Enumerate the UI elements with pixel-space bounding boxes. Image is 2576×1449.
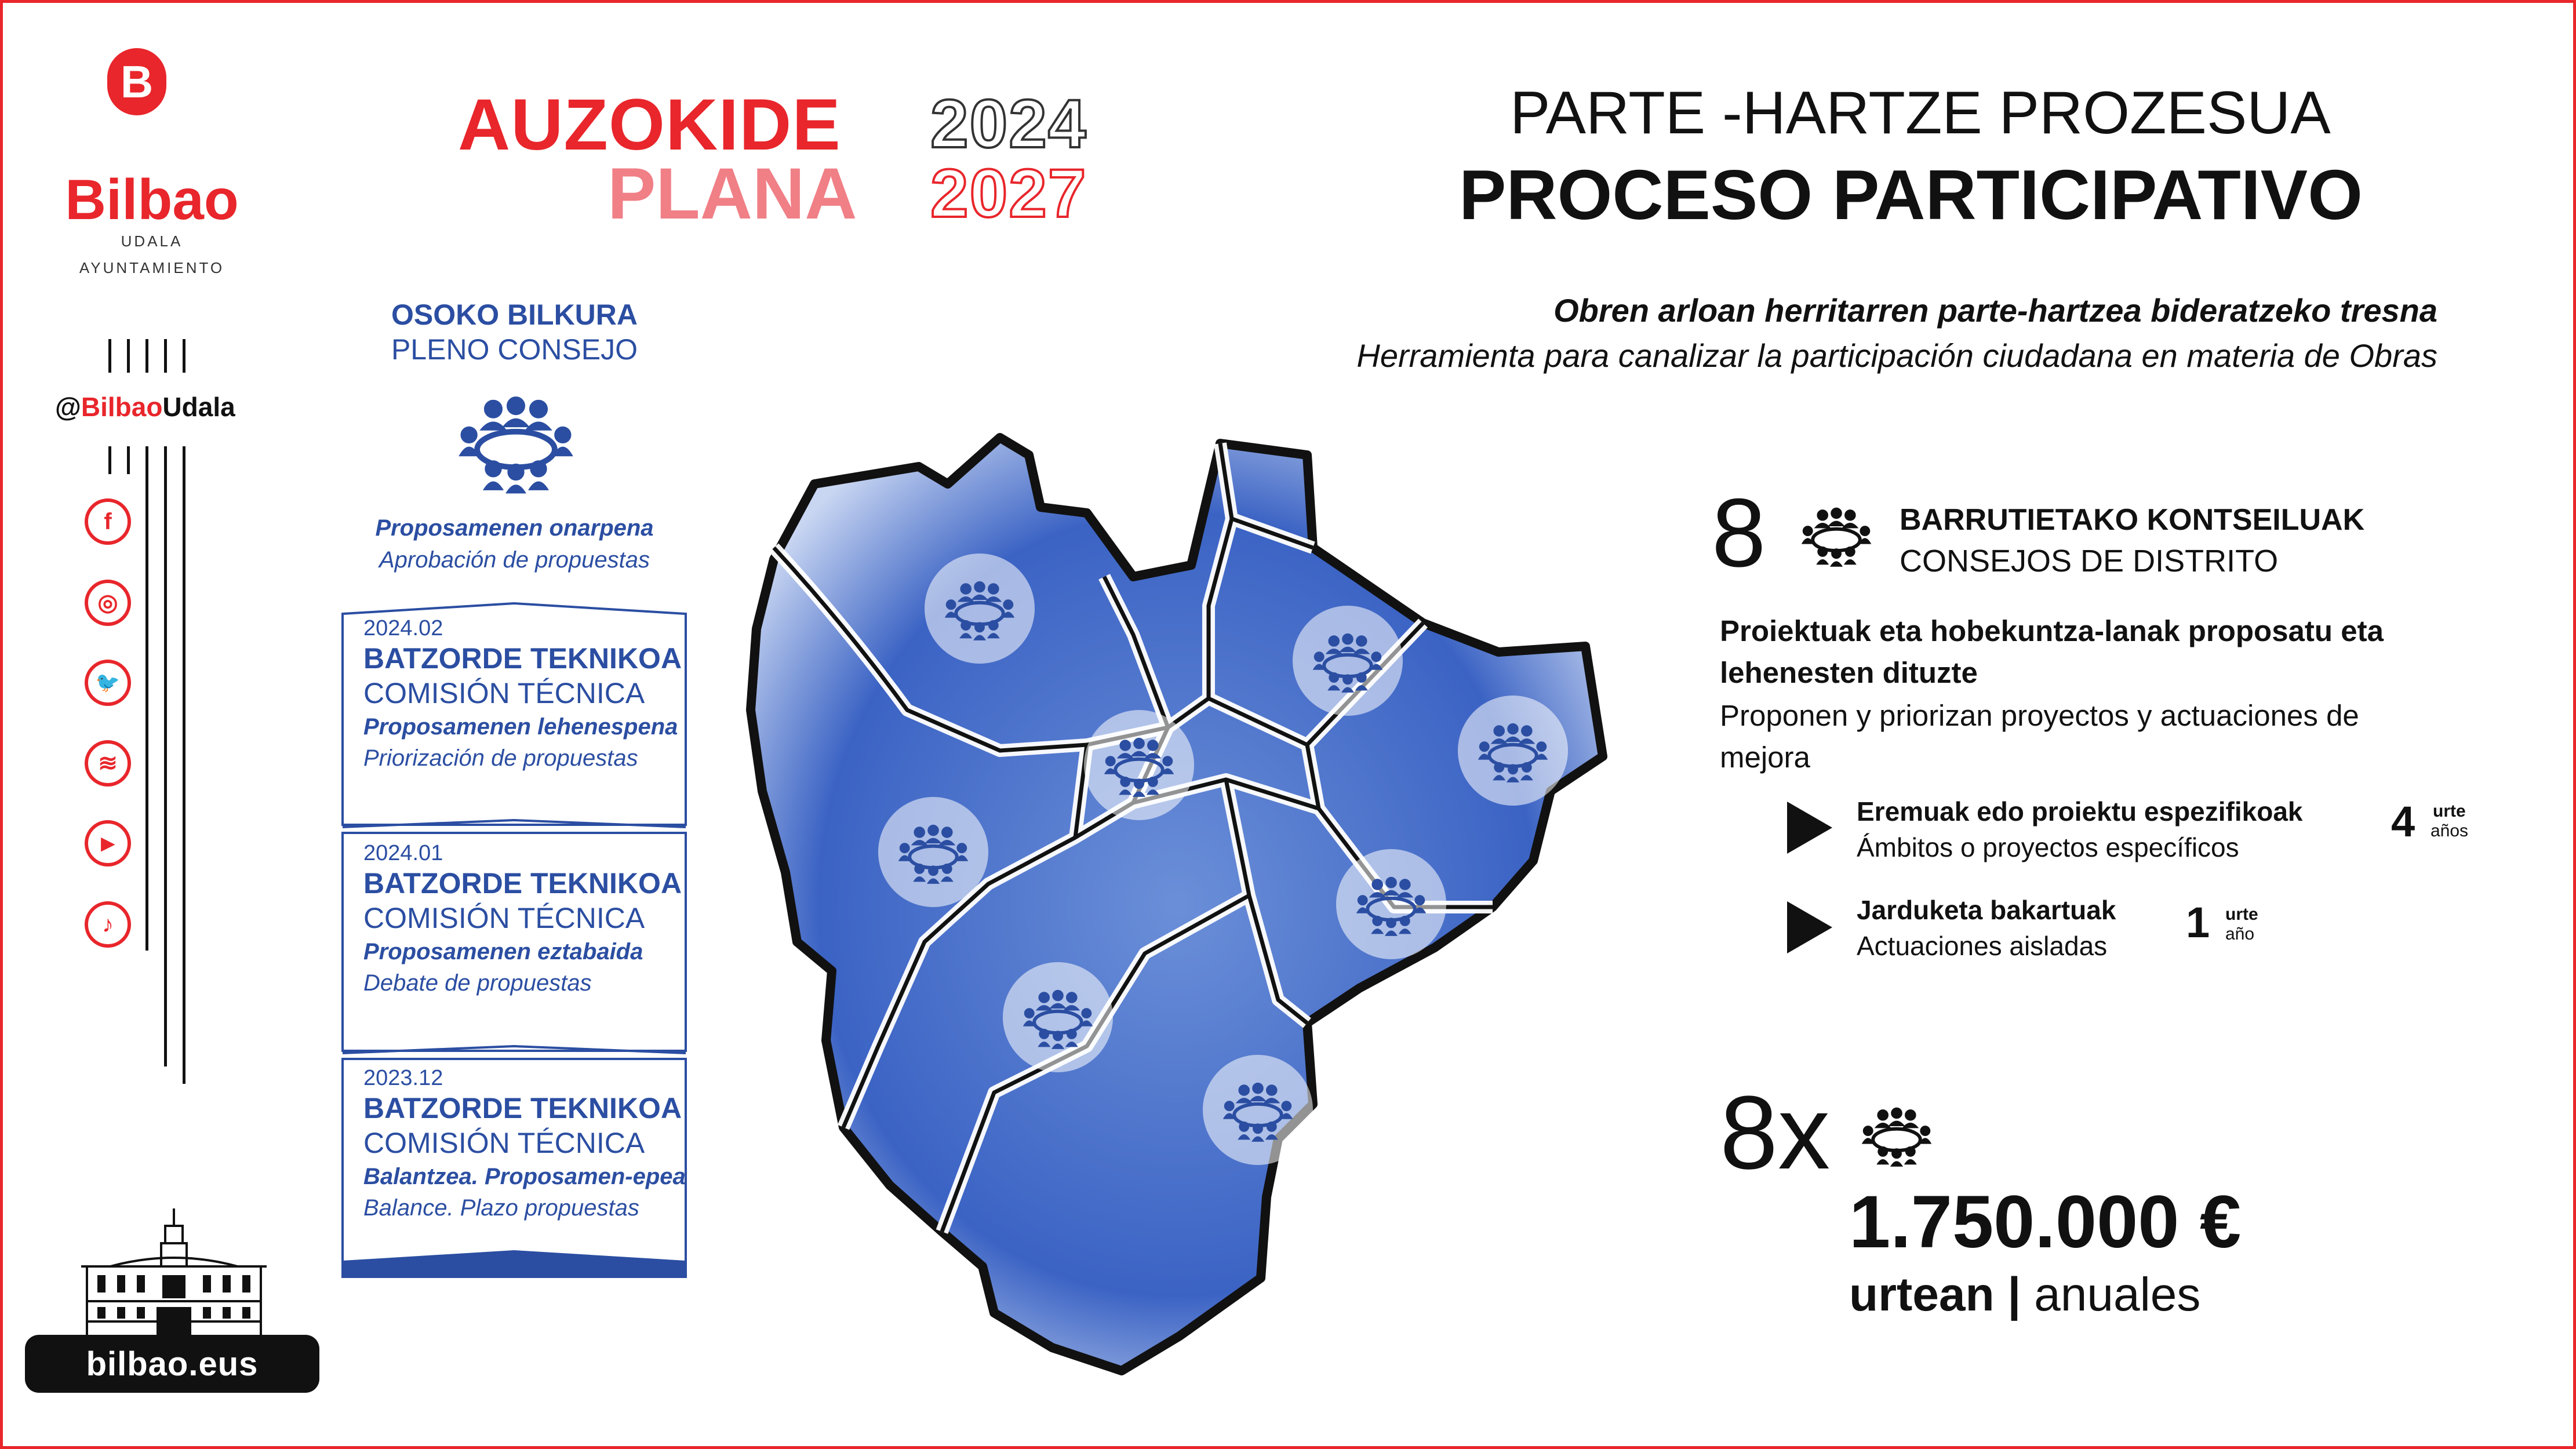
tiktok-icon[interactable]: ♪ bbox=[85, 901, 131, 948]
stage-date: 2024.02 bbox=[363, 616, 443, 640]
divider-line bbox=[127, 446, 130, 474]
plenary-title-eu: OSOKO BILKURA bbox=[391, 298, 638, 331]
spotify-icon[interactable]: ≋ bbox=[85, 740, 131, 787]
stage-desc-eu: Proposamenen lehenespena bbox=[363, 714, 678, 740]
handle-at: @ bbox=[55, 392, 81, 422]
plan-year-end: 2027 bbox=[930, 155, 1087, 232]
item-num: 4 bbox=[2391, 798, 2415, 846]
logo-name: Bilbao bbox=[65, 168, 239, 231]
plenary-desc-eu: Proposamenen onarpena bbox=[375, 515, 654, 541]
budget-sep: | bbox=[2007, 1268, 2021, 1321]
play-icon bbox=[1787, 802, 1832, 854]
stage-desc-eu: Proposamenen eztabaida bbox=[363, 939, 643, 964]
item-unit-es: año bbox=[2225, 924, 2255, 944]
logo-sub-es: AYUNTAMIENTO bbox=[79, 259, 225, 276]
divider-line bbox=[164, 339, 167, 373]
divider-line bbox=[164, 446, 167, 1066]
budget-per-es: anuales bbox=[2034, 1268, 2201, 1321]
stage-title-eu: BATZORDE TEKNIKOA bbox=[363, 1092, 682, 1124]
plan-title-line2: PLANA bbox=[607, 154, 857, 234]
meeting-icon bbox=[435, 377, 597, 510]
play-icon bbox=[1787, 901, 1832, 953]
twitter-icon[interactable]: 🐦 bbox=[85, 660, 131, 706]
divider-line bbox=[183, 339, 185, 373]
logo-sub-eu: UDALA bbox=[121, 232, 183, 250]
divider-line bbox=[127, 339, 130, 373]
meeting-icon bbox=[1787, 493, 1886, 580]
item-title: Jarduketa bakartuak bbox=[1857, 895, 2116, 925]
plenary-title-es: PLENO CONSEJO bbox=[391, 333, 638, 366]
divider-line bbox=[145, 446, 148, 951]
stage-desc-es: Balance. Plazo propuestas bbox=[363, 1195, 639, 1221]
item-unit-es: años bbox=[2431, 821, 2469, 840]
divider-line bbox=[108, 339, 111, 373]
handle-red: Bilbao bbox=[81, 392, 163, 422]
budget-multiplier: 8x bbox=[1720, 1075, 1831, 1191]
budget-period bbox=[1849, 1268, 2201, 1321]
divider-line bbox=[183, 446, 185, 1084]
stage-desc-eu: Balantzea. Proposamen-epea bbox=[363, 1164, 686, 1189]
divider-line bbox=[145, 339, 148, 373]
site-link[interactable]: bilbao.eus bbox=[25, 1335, 319, 1393]
item-title: Eremuak edo proiektu espezifikoak bbox=[1857, 796, 2303, 827]
item-subtitle: Ámbitos o proyectos específicos bbox=[1857, 832, 2239, 862]
budget-amount: 1.750.000 € bbox=[1849, 1181, 2242, 1264]
budget-per-eu: urtean bbox=[1849, 1268, 1995, 1321]
divider-line bbox=[108, 446, 111, 474]
stage-title-es: COMISIÓN TÉCNICA bbox=[363, 902, 645, 934]
subtitle-eu: Obren arloan herritarren parte-hartzea bideratzeko tresna bbox=[1553, 292, 2437, 329]
stage-date: 2024.01 bbox=[363, 841, 443, 865]
stage-title-eu: BATZORDE TEKNIKOA bbox=[363, 642, 682, 675]
stage-title-es: COMISIÓN TÉCNICA bbox=[363, 677, 645, 709]
logo-letter: B bbox=[120, 56, 154, 107]
header-title-eu: PARTE -HARTZE PROZESUA bbox=[1510, 79, 2331, 147]
plan-year-start: 2024 bbox=[930, 86, 1087, 162]
plenary-desc bbox=[339, 512, 690, 576]
plenary-desc-es: Aprobación de propuestas bbox=[379, 547, 650, 573]
instagram-icon[interactable]: ◎ bbox=[85, 580, 131, 626]
stage-date: 2023.12 bbox=[363, 1066, 443, 1090]
meeting-icon bbox=[1847, 1093, 1946, 1179]
stage-title-es: COMISIÓN TÉCNICA bbox=[363, 1127, 645, 1159]
plan-title bbox=[458, 85, 857, 234]
councils-count: 8 bbox=[1712, 478, 1766, 587]
stage-desc-es: Debate de propuestas bbox=[363, 970, 592, 996]
handle-black: Udala bbox=[162, 392, 235, 422]
stage-desc-es: Priorización de propuestas bbox=[363, 745, 638, 771]
bilbao-logo-icon bbox=[107, 48, 166, 115]
district-map bbox=[727, 432, 1713, 1394]
councils-title-eu: BARRUTIETAKO KONTSEILUAK bbox=[1900, 503, 2365, 537]
item-unit-eu: urte bbox=[2225, 905, 2258, 924]
councils-desc-eu: Proiektuak eta hobekuntza-lanak proposatu eta lehenesten dituzte bbox=[1720, 614, 2384, 690]
councils-title-es: CONSEJOS DE DISTRITO bbox=[1900, 544, 2279, 578]
plan-title-line1: AUZOKIDE bbox=[458, 85, 841, 165]
councils-desc-es: Proponen y priorizan proyectos y actuaciones de mejora bbox=[1720, 699, 2359, 774]
header-title-es: PROCESO PARTICIPATIVO bbox=[1459, 155, 2363, 234]
item-subtitle: Actuaciones aisladas bbox=[1857, 931, 2108, 961]
item-unit-eu: urte bbox=[2433, 802, 2466, 821]
subtitle-es: Herramienta para canalizar la participación ciudadana en materia de Obras bbox=[1356, 337, 2437, 374]
social-handle[interactable] bbox=[55, 391, 235, 423]
youtube-icon[interactable]: ▶ bbox=[85, 820, 131, 867]
stage-title-eu: BATZORDE TEKNIKOA bbox=[363, 867, 682, 900]
facebook-icon[interactable]: f bbox=[85, 498, 131, 545]
city-hall-icon bbox=[75, 1208, 272, 1348]
plenary-block bbox=[339, 297, 690, 367]
item-num: 1 bbox=[2186, 898, 2210, 946]
